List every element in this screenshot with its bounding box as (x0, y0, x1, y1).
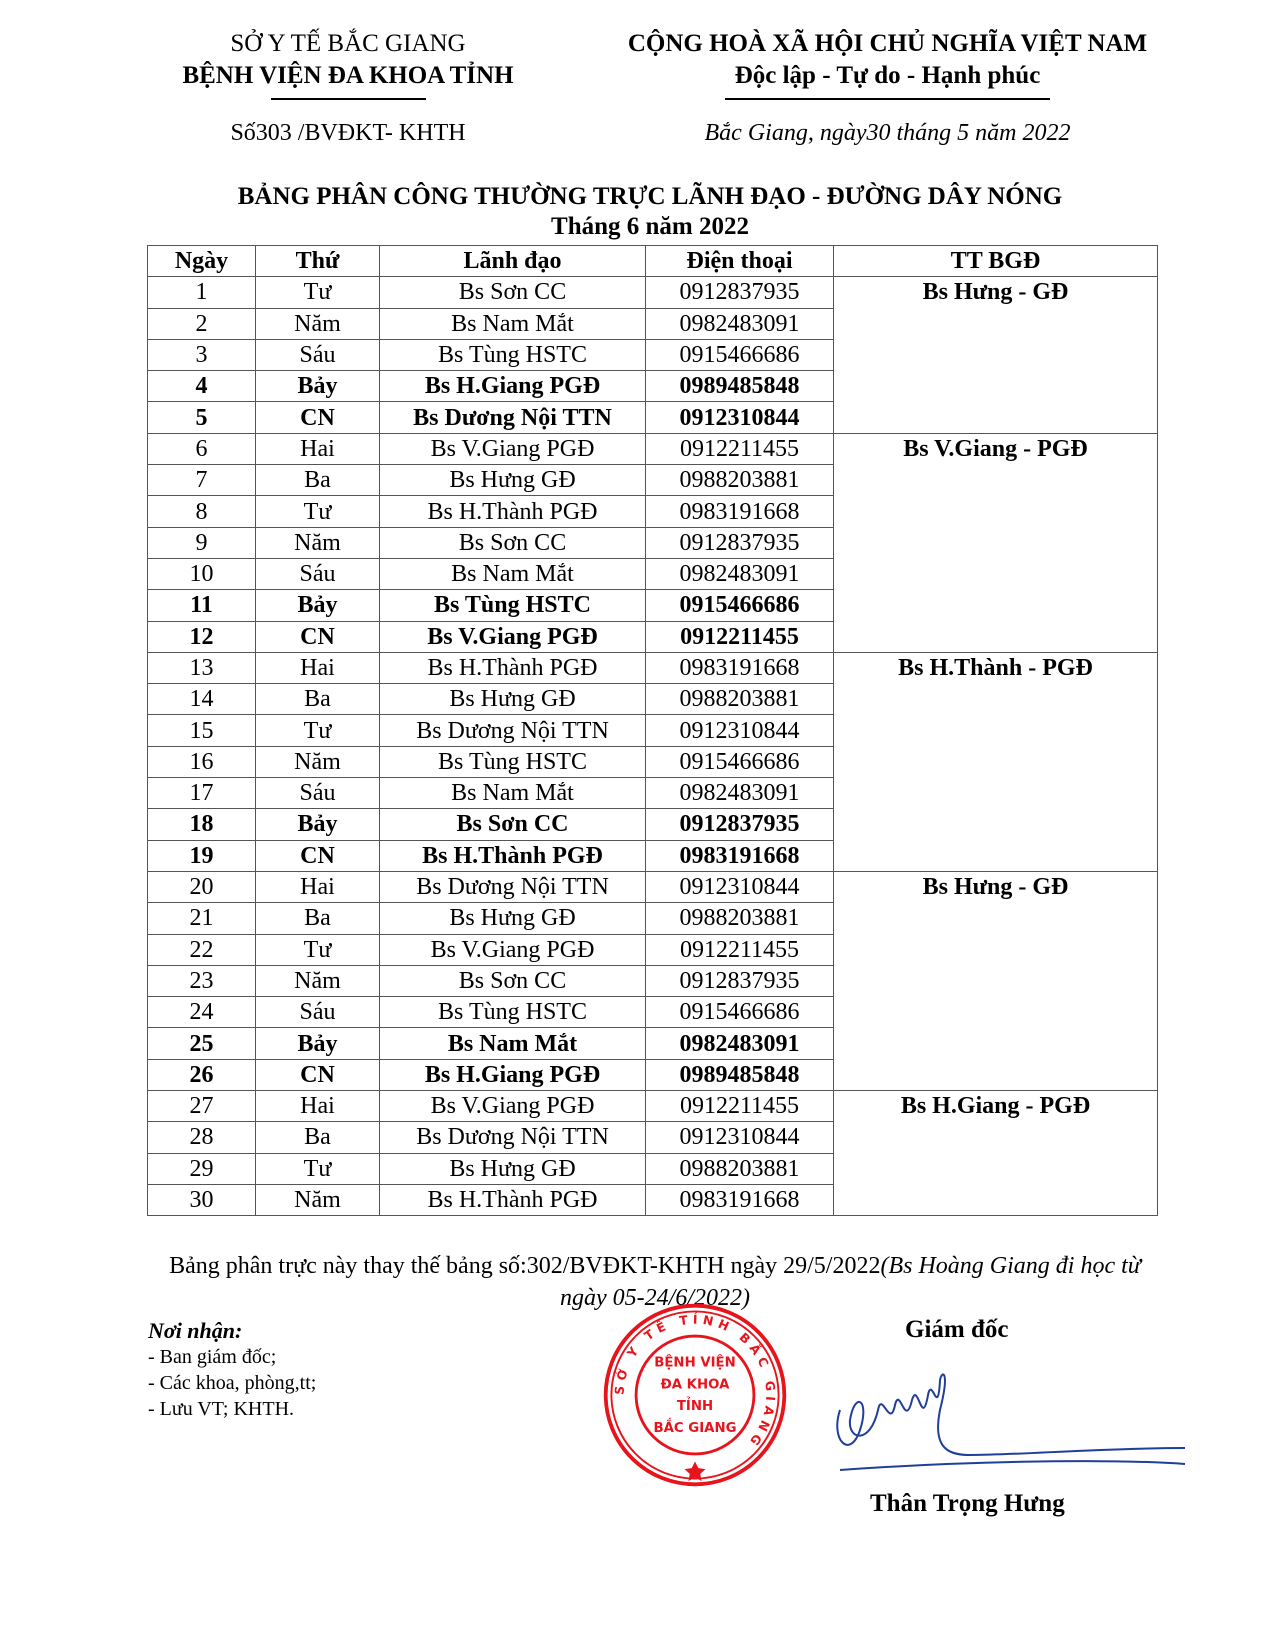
cell-phone: 0983191668 (646, 840, 834, 871)
cell-phone: 0912837935 (646, 527, 834, 558)
cell-leader: Bs Tùng HSTC (380, 746, 646, 777)
cell-day: 17 (148, 778, 256, 809)
cell-phone: 0915466686 (646, 590, 834, 621)
cell-bgd-on-duty: Bs H.Giang - PGĐ (834, 1091, 1158, 1216)
cell-phone: 0912310844 (646, 715, 834, 746)
cell-leader: Bs H.Thành PGĐ (380, 840, 646, 871)
table-row (148, 871, 1158, 902)
cell-phone: 0915466686 (646, 997, 834, 1028)
cell-weekday: Năm (256, 1184, 380, 1215)
cell-leader: Bs V.Giang PGĐ (380, 934, 646, 965)
cell-phone: 0912837935 (646, 965, 834, 996)
document-number: Số303 /BVĐKT- KHTH (230, 120, 466, 146)
cell-weekday: Tư (256, 496, 380, 527)
cell-leader: Bs H.Thành PGĐ (380, 496, 646, 527)
cell-weekday: Ba (256, 903, 380, 934)
cell-day: 21 (148, 903, 256, 934)
cell-day: 11 (148, 590, 256, 621)
cell-weekday: Bảy (256, 809, 380, 840)
cell-day: 7 (148, 465, 256, 496)
cell-day: 22 (148, 934, 256, 965)
handwritten-signature (800, 1360, 1190, 1475)
cell-phone: 0912837935 (646, 277, 834, 308)
cell-day: 27 (148, 1091, 256, 1122)
cell-phone: 0983191668 (646, 652, 834, 683)
cell-day: 1 (148, 277, 256, 308)
cell-leader: Bs H.Giang PGĐ (380, 371, 646, 402)
cell-day: 10 (148, 558, 256, 589)
cell-bgd-on-duty: Bs Hưng - GĐ (834, 277, 1158, 433)
cell-leader: Bs Hưng GĐ (380, 1153, 646, 1184)
cell-leader: Bs Sơn CC (380, 527, 646, 558)
cell-day: 2 (148, 308, 256, 339)
col-header-weekday: Thứ (256, 246, 380, 277)
recipient-item: - Lưu VT; KHTH. (148, 1398, 295, 1420)
cell-weekday: Bảy (256, 371, 380, 402)
table-row (148, 1091, 1158, 1122)
signer-title: Giám đốc (905, 1316, 1009, 1343)
cell-leader: Bs Sơn CC (380, 809, 646, 840)
cell-day: 13 (148, 652, 256, 683)
table-row (148, 433, 1158, 464)
cell-day: 20 (148, 871, 256, 902)
table-row (148, 652, 1158, 683)
cell-leader: Bs V.Giang PGĐ (380, 1091, 646, 1122)
cell-day: 23 (148, 965, 256, 996)
recipients-title: Nơi nhận: (148, 1318, 243, 1343)
cell-weekday: Năm (256, 527, 380, 558)
col-header-bgd: TT BGĐ (834, 246, 1158, 277)
cell-leader: Bs Dương Nội TTN (380, 871, 646, 902)
cell-day: 14 (148, 684, 256, 715)
stamp-line: ĐA KHOA (660, 1377, 730, 1393)
cell-weekday: Tư (256, 1153, 380, 1184)
stamp-line: BỆNH VIỆN (654, 1355, 736, 1371)
recipients-block (148, 1318, 316, 1422)
cell-leader: Bs Nam Mắt (380, 778, 646, 809)
cell-leader: Bs Hưng GĐ (380, 465, 646, 496)
cell-weekday: Tư (256, 277, 380, 308)
cell-bgd-on-duty: Bs Hưng - GĐ (834, 871, 1158, 1090)
note-text: Bảng phân trực này thay thế bảng số:302/BVĐKT-KHTH ngày 29/5/2022 (169, 1253, 881, 1279)
cell-day: 25 (148, 1028, 256, 1059)
cell-phone: 0983191668 (646, 496, 834, 527)
cell-leader: Bs Tùng HSTC (380, 997, 646, 1028)
cell-weekday: Năm (256, 308, 380, 339)
cell-leader: Bs Hưng GĐ (380, 684, 646, 715)
cell-phone: 0912211455 (646, 934, 834, 965)
table-row (148, 277, 1158, 308)
col-header-phone: Điện thoại (646, 246, 834, 277)
recipient-item: - Các khoa, phòng,tt; (148, 1372, 317, 1394)
cell-weekday: CN (256, 1059, 380, 1090)
org-parent: SỞ Y TẾ BẮC GIANG (230, 30, 466, 57)
cell-phone: 0915466686 (646, 339, 834, 370)
cell-leader: Bs V.Giang PGĐ (380, 621, 646, 652)
cell-leader: Bs Sơn CC (380, 277, 646, 308)
cell-weekday: Bảy (256, 590, 380, 621)
cell-phone: 0912837935 (646, 809, 834, 840)
cell-day: 3 (148, 339, 256, 370)
cell-leader: Bs Dương Nội TTN (380, 402, 646, 433)
org-header (148, 28, 548, 100)
col-header-day: Ngày (148, 246, 256, 277)
cell-phone: 0912211455 (646, 1091, 834, 1122)
cell-phone: 0988203881 (646, 1153, 834, 1184)
cell-day: 12 (148, 621, 256, 652)
motto-underline (725, 98, 1050, 100)
cell-bgd-on-duty: Bs H.Thành - PGĐ (834, 652, 1158, 871)
stamp-line: BẮC GIANG (653, 1421, 737, 1437)
cell-weekday: CN (256, 621, 380, 652)
cell-phone: 0912310844 (646, 402, 834, 433)
cell-day: 30 (148, 1184, 256, 1215)
national-header (595, 28, 1180, 100)
cell-leader: Bs Hưng GĐ (380, 903, 646, 934)
cell-leader: Bs V.Giang PGĐ (380, 433, 646, 464)
cell-phone: 0982483091 (646, 778, 834, 809)
cell-phone: 0989485848 (646, 1059, 834, 1090)
cell-weekday: CN (256, 840, 380, 871)
cell-weekday: Năm (256, 746, 380, 777)
cell-leader: Bs Tùng HSTC (380, 339, 646, 370)
cell-weekday: Năm (256, 965, 380, 996)
cell-phone: 0915466686 (646, 746, 834, 777)
cell-weekday: Tư (256, 715, 380, 746)
cell-weekday: Ba (256, 684, 380, 715)
cell-weekday: Hai (256, 652, 380, 683)
cell-day: 9 (148, 527, 256, 558)
cell-weekday: Hai (256, 433, 380, 464)
cell-day: 6 (148, 433, 256, 464)
cell-leader: Bs H.Thành PGĐ (380, 652, 646, 683)
cell-phone: 0988203881 (646, 903, 834, 934)
cell-weekday: Sáu (256, 997, 380, 1028)
cell-weekday: Sáu (256, 339, 380, 370)
note-italic: (Bs Hoàng Giang đi học từ ngày 05-24/6/2022) (560, 1253, 1141, 1311)
cell-leader: Bs Dương Nội TTN (380, 715, 646, 746)
cell-phone: 0912211455 (646, 433, 834, 464)
table-header-row (148, 246, 1158, 277)
cell-leader: Bs Dương Nội TTN (380, 1122, 646, 1153)
cell-phone: 0982483091 (646, 1028, 834, 1059)
cell-weekday: Tư (256, 934, 380, 965)
cell-leader: Bs Nam Mắt (380, 308, 646, 339)
cell-weekday: Sáu (256, 778, 380, 809)
cell-phone: 0983191668 (646, 1184, 834, 1215)
cell-weekday: Bảy (256, 1028, 380, 1059)
cell-day: 28 (148, 1122, 256, 1153)
cell-day: 29 (148, 1153, 256, 1184)
cell-leader: Bs Tùng HSTC (380, 590, 646, 621)
org-underline (271, 98, 426, 100)
cell-day: 18 (148, 809, 256, 840)
cell-day: 19 (148, 840, 256, 871)
document-subtitle: Tháng 6 năm 2022 (551, 213, 749, 240)
cell-phone: 0982483091 (646, 558, 834, 589)
cell-weekday: Ba (256, 465, 380, 496)
official-stamp (600, 1300, 790, 1490)
cell-day: 24 (148, 997, 256, 1028)
cell-weekday: Hai (256, 1091, 380, 1122)
cell-day: 5 (148, 402, 256, 433)
national-motto: Độc lập - Tự do - Hạnh phúc (734, 62, 1041, 89)
cell-weekday: Ba (256, 1122, 380, 1153)
cell-leader: Bs Nam Mắt (380, 1028, 646, 1059)
cell-day: 15 (148, 715, 256, 746)
country-name: CỘNG HOÀ XÃ HỘI CHỦ NGHĨA VIỆT NAM (627, 30, 1148, 57)
cell-day: 8 (148, 496, 256, 527)
org-name: BỆNH VIỆN ĐA KHOA TỈNH (182, 62, 514, 89)
stamp-outer-text: SỞ Y TẾ TỈNH BẮC GIANG (612, 1312, 778, 1452)
cell-phone: 0988203881 (646, 684, 834, 715)
cell-phone: 0912310844 (646, 871, 834, 902)
cell-phone: 0989485848 (646, 371, 834, 402)
recipient-item: - Ban giám đốc; (148, 1346, 277, 1368)
cell-day: 4 (148, 371, 256, 402)
cell-leader: Bs Sơn CC (380, 965, 646, 996)
cell-phone: 0988203881 (646, 465, 834, 496)
col-header-leader: Lãnh đạo (380, 246, 646, 277)
stamp-line: TỈNH (676, 1399, 714, 1415)
signer-name: Thân Trọng Hưng (870, 1490, 1065, 1517)
cell-leader: Bs H.Thành PGĐ (380, 1184, 646, 1215)
cell-phone: 0982483091 (646, 308, 834, 339)
cell-weekday: Hai (256, 871, 380, 902)
cell-phone: 0912211455 (646, 621, 834, 652)
cell-leader: Bs Nam Mắt (380, 558, 646, 589)
cell-leader: Bs H.Giang PGĐ (380, 1059, 646, 1090)
place-date: Bắc Giang, ngày30 tháng 5 năm 2022 (704, 120, 1071, 146)
document-title: BẢNG PHÂN CÔNG THƯỜNG TRỰC LÃNH ĐẠO - ĐƯỜNG DÂY NÓNG (237, 183, 1063, 210)
duty-schedule-table (147, 245, 1158, 1216)
cell-day: 26 (148, 1059, 256, 1090)
cell-weekday: CN (256, 402, 380, 433)
cell-day: 16 (148, 746, 256, 777)
cell-bgd-on-duty: Bs V.Giang - PGĐ (834, 433, 1158, 652)
cell-phone: 0912310844 (646, 1122, 834, 1153)
cell-weekday: Sáu (256, 558, 380, 589)
